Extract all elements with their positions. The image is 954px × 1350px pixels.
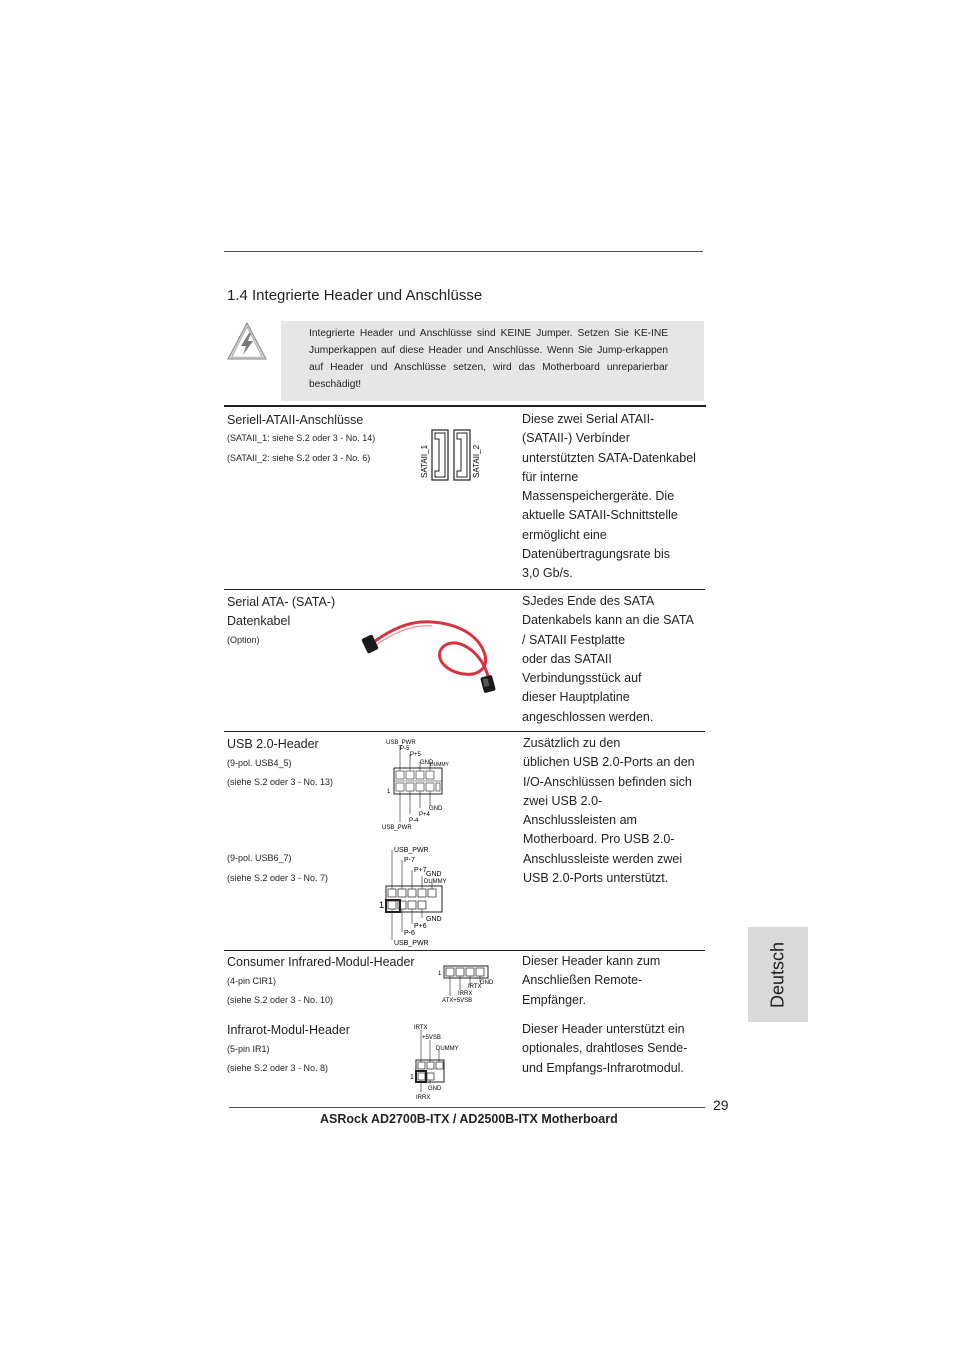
cable-desc-line: Verbindungsstück auf [522,671,642,686]
cir-desc-line: Anschließen Remote- [522,973,643,988]
ir-gnd: GND [428,1086,442,1092]
sata-cable-image [360,612,506,696]
usb-note-3: (9-pol. USB6_7) [227,853,292,863]
cable-note: (Option) [227,635,260,645]
cable-description [522,592,694,727]
usb1-gnd2: GND [429,806,443,812]
cir-gnd: GND [480,980,494,986]
usb-desc-line: zwei USB 2.0- [523,793,603,808]
cir-pin1: 1 [438,971,442,977]
usb1-pin1: 1 [387,789,391,795]
usb-title: USB 2.0-Header [227,737,319,751]
sata-port-2-label: SATAII_2 [472,444,481,478]
cable-desc-line: dieser Hauptplatine [522,690,630,705]
usb1-dummy: DUMMY [430,762,449,768]
usb1-p-plus: P+5 [410,752,421,758]
row-divider [224,731,705,732]
footer-title: ASRock AD2700B-ITX / AD2500B-ITX Motherboard [320,1112,618,1126]
sata-desc-line: Diese zwei Serial ATAII- [522,412,655,426]
cir-desc-line: Empfänger. [522,992,586,1007]
usb1-p-minus2: P-4 [409,818,419,824]
ir-desc-line: Dieser Header unterstützt ein [522,1022,685,1036]
language-tab [748,927,808,1022]
usb-desc-line: Zusätzlich zu den [523,736,621,750]
sata-note-2: (SATAII_2: siehe S.2 oder 3 - No. 6) [227,453,371,463]
cable-desc-line: oder das SATAII [522,651,612,666]
usb2-dummy: DUMMY [424,879,447,885]
usb2-gnd2: GND [426,916,442,923]
cir-note-1: (4-pin CIR1) [227,976,277,986]
cir-atx: ATX+5VSB [442,998,473,1004]
cable-title-2: Datenkabel [227,614,291,628]
cable-desc-line: Datenkabels kann an die SATA [522,613,694,628]
usb-note-2: (siehe S.2 oder 3 - No. 13) [227,777,334,787]
sata-desc-line: (SATAII-) Verbínder [522,431,630,446]
ir-note-2: (siehe S.2 oder 3 - No. 8) [227,1063,329,1073]
usb2-p-minus: P-7 [404,857,415,864]
section-title: 1.4 Integrierte Header und Anschlüsse [227,287,483,304]
warning-icon [226,321,268,361]
ir-desc-line: optionales, drahtloses Sende- [522,1041,688,1056]
footer-rule [229,1107,705,1108]
cir-title: Consumer Infrared-Modul-Header [227,955,415,969]
sata-desc-line: 3,0 Gb/s. [522,566,573,581]
cir-header-diagram [436,960,500,1006]
sata-description [522,410,696,584]
cir-irtx: IRTX [468,984,482,990]
sata-desc-line: Datenübertragungsrate bis [522,547,671,562]
cir-note-2: (siehe S.2 oder 3 - No. 10) [227,995,334,1005]
usb2-pin1: 1 [379,900,385,910]
cable-desc-line: SJedes Ende des SATA [522,594,655,608]
usb-note-4: (siehe S.2 oder 3 - No. 7) [227,873,329,883]
cable-title-1: Serial ATA- (SATA-) [227,595,336,609]
cir-description [522,952,660,1010]
sata-desc-line: aktuelle SATAII-Schnittstelle [522,508,678,523]
usb-desc-line: I/O-Anschlüssen befinden sich [523,774,692,789]
usb2-p-plus: P+7 [414,867,427,874]
cir-desc-line: Dieser Header kann zum [522,954,661,968]
sata-desc-line: ermöglicht eine [522,527,607,542]
sata-desc-line: für interne [522,469,579,484]
usb1-pwr-top: USB_PWR [386,740,416,746]
sata-desc-line: Massenspeichergeräte. Die [522,489,675,504]
usb-desc-line: üblichen USB 2.0-Ports an den [523,755,695,770]
usb-desc-line: Anschlussleisten am [523,813,637,828]
row-divider [224,950,705,951]
ir-irtx: IRTX [414,1025,428,1031]
usb-note-1: (9-pol. USB4_5) [227,758,292,768]
cable-desc-line: / SATAII Festplatte [522,632,626,647]
usb-desc-line: Anschlussleiste werden zwei [523,851,683,866]
ir-dummy: DUMMY [436,1046,459,1052]
ir-desc-line: und Empfangs-Infrarotmodul. [522,1060,684,1075]
row-divider [224,589,705,590]
usb2-p-minus2: P-6 [404,930,415,937]
usb2-p-plus2: P+6 [414,923,427,930]
usb-desc-line: Motherboard. Pro USB 2.0- [523,832,675,847]
ir-irrx: IRRX [416,1095,431,1101]
usb1-p-minus: P-5 [400,746,410,752]
table-top-rule [224,405,706,407]
usb2-pwr-top: USB_PWR [394,847,429,854]
usb1-gnd: GND [420,760,434,766]
usb-description [523,734,695,888]
language-tab-label: Deutsch [767,941,788,1008]
usb-desc-line: USB 2.0-Ports unterstützt. [523,871,669,886]
cir-irrx: IRRX [458,991,473,997]
usb2-pwr-bot: USB_PWR [394,940,429,947]
sata-connector-diagram [412,428,492,484]
usb1-pwr-bot: USB_PWR [382,825,412,831]
ir-pin1: 1 [410,1074,414,1081]
ir-description [522,1020,687,1078]
sata-note-1: (SATAII_1: siehe S.2 oder 3 - No. 14) [227,433,376,443]
sata-desc-line: unterstützten SATA-Datenkabel [522,450,696,465]
sata-port-1-label: SATAII_1 [420,444,429,478]
ir-note-1: (5-pin IR1) [227,1044,270,1054]
top-rule [224,251,703,252]
usb2-gnd: GND [426,871,442,878]
usb-header-diagram-2 [378,842,498,948]
usb1-p-plus2: P+4 [419,812,430,818]
ir-vsb: +5VSB [422,1035,441,1041]
ir-title: Infrarot-Modul-Header [227,1023,350,1037]
page-number: 29 [713,1097,729,1113]
ir-header-diagram [408,1022,478,1102]
cable-desc-line: angeschlossen werden. [522,709,654,724]
usb-header-diagram-1 [380,734,490,832]
warning-text: Integrierte Header und Anschlüsse sind KEINE Jumper. Setzen Sie KE-INE Jumperkappen auf diese Header und Anschlüsse. Wenn Sie Jump-erkappen auf Header und Anschlüsse setzen, wird das Motherboard unreparierbar beschädigt! [309,328,668,390]
sata-title: Seriell-ATAII-Anschlüsse [227,413,364,427]
